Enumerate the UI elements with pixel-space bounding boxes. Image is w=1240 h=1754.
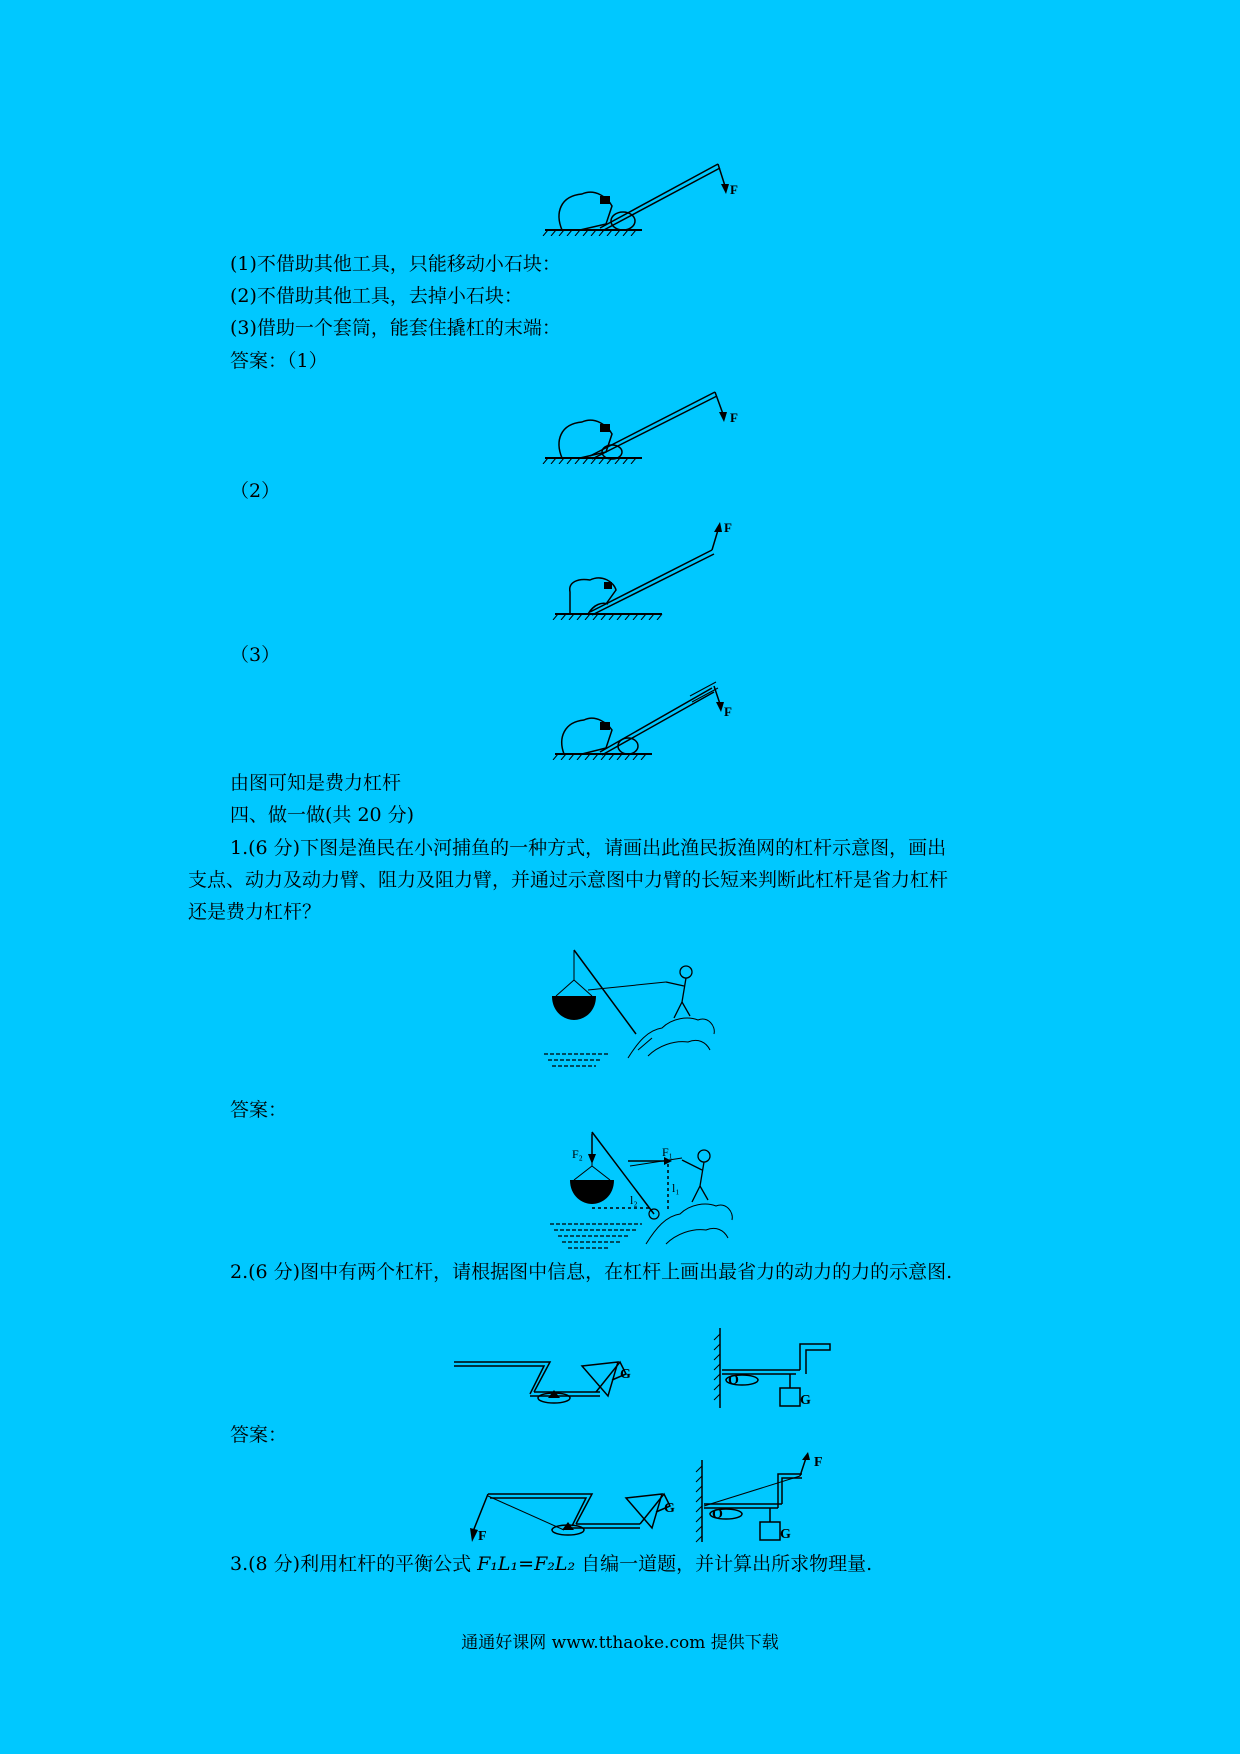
problem-3-text: [230, 1552, 872, 1576]
problem-1-line-2: 支点、动力及动力臂、阻力及阻力臂，并通过示意图中力臂的长短来判断此杠杆是省力杠杆: [188, 869, 949, 891]
weight-label-G: G: [664, 1501, 675, 1516]
problem-3-formula: F₁L₁=F₂L₂: [477, 1553, 576, 1575]
problem-3-prefix: 3.(8 分)利用杠杆的平衡公式: [230, 1553, 478, 1575]
force-label-F: F: [814, 1455, 823, 1470]
weight-label-G: G: [800, 1393, 811, 1408]
lever-rock-answer-2: [550, 520, 750, 620]
force-label-F: F: [730, 182, 738, 197]
fisherman-net-figure: [538, 946, 718, 1070]
problem-2-text: 2.(6 分)图中有两个杠杆，请根据图中信息，在杠杆上画出最省力的动力的力的示意图.: [230, 1261, 953, 1283]
weight-label-G: G: [780, 1527, 791, 1542]
section-heading: 四、做一做(共 20 分): [230, 804, 415, 826]
answer-2-label: （2）: [230, 480, 281, 502]
problem-1-line-3: 还是费力杠杆？: [188, 901, 322, 923]
page-footer: 通通好课网 www.tthaoke.com 提供下载: [461, 1633, 779, 1653]
pivot-label-O: O: [728, 1373, 739, 1388]
force-label-F: F: [478, 1529, 487, 1544]
question-3: (3)借助一个套筒，能套住撬杠的末端：: [230, 317, 561, 339]
weight-label-G: G: [620, 1367, 631, 1382]
problem-1-answer-label: 答案：: [230, 1099, 288, 1121]
force-label-F2: F₂: [572, 1147, 583, 1161]
two-levers-answer-figure: [460, 1450, 840, 1546]
answer-3-label: （3）: [230, 644, 281, 666]
question-2: (2)不借助其他工具，去掉小石块：: [230, 285, 523, 307]
pivot-label-O: O: [712, 1507, 723, 1522]
force-label-F: F: [724, 704, 732, 719]
lever-rock-answer-3: [550, 680, 750, 760]
conclusion-text: 由图可知是费力杠杆: [230, 772, 402, 794]
arm-label-l1: l₁: [672, 1181, 680, 1195]
question-1: (1)不借助其他工具，只能移动小石块：: [230, 253, 561, 275]
lever-rock-figure-1: [540, 158, 750, 236]
fisherman-answer-figure: [548, 1128, 738, 1256]
lever-rock-answer-1: [540, 386, 750, 464]
force-label-F: F: [730, 410, 738, 425]
arm-label-l2: l₂: [630, 1193, 638, 1207]
force-label-F: F: [724, 520, 732, 535]
problem-1-line-1: 1.(6 分)下图是渔民在小河捕鱼的一种方式，请画出此渔民扳渔网的杠杆示意图，画出: [230, 837, 947, 859]
force-label-F1: F₁: [662, 1145, 673, 1159]
two-levers-figure: [450, 1324, 836, 1412]
answer-1-label: 答案：（1）: [230, 350, 328, 372]
problem-2-answer-label: 答案：: [230, 1424, 288, 1446]
problem-3-suffix: 自编一道题，并计算出所求物理量.: [575, 1553, 873, 1575]
